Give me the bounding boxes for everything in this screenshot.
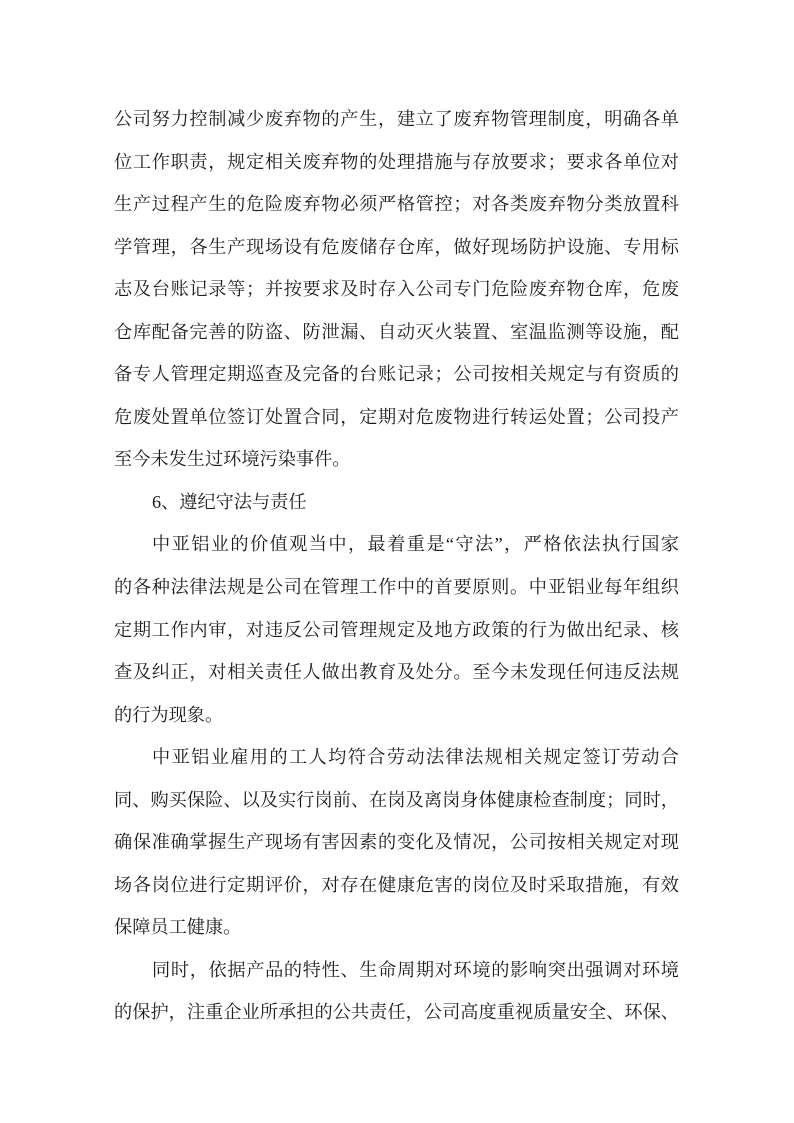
- text-line: 定期工作内审，对违反公司管理规定及地方政策的行为做出纪录、核: [114, 619, 679, 640]
- text-line: 同、购买保险、以及实行岗前、在岗及离岗身体健康检查制度；同时，: [114, 789, 679, 810]
- text-line: 的保护，注重企业所承担的公共责任，公司高度重视质量安全、环保、: [114, 1002, 679, 1023]
- paragraph-heading: [114, 481, 679, 524]
- text-line: 仓库配备完善的防盗、防泄漏、自动灭火装置、室温监测等设施，配: [114, 321, 679, 342]
- section-heading: 6、遵纪守法与责任: [152, 491, 307, 512]
- text-line: 备专人管理定期巡查及完备的台账记录；公司按相关规定与有资质的: [114, 364, 679, 385]
- text-line: 中亚铝业雇用的工人均符合劳动法律法规相关规定签订劳动合: [152, 747, 679, 768]
- text-line: 危废处置单位签订处置合同，定期对危废物进行转运处置；公司投产: [114, 406, 679, 427]
- text-line: 中亚铝业的价值观当中，最着重是“守法”，严格依法执行国家: [152, 534, 679, 555]
- text-line: 志及台账记录等；并按要求及时存入公司专门危险废弃物仓库，危废: [114, 279, 679, 300]
- text-line: 至今未发生过环境污染事件。: [114, 449, 351, 470]
- text-line: 保障员工健康。: [114, 917, 242, 938]
- text-line: 的行为现象。: [114, 704, 224, 725]
- text-line: 同时，依据产品的特性、生命周期对环境的影响突出强调对环境: [152, 959, 679, 980]
- text-content: [114, 98, 679, 1034]
- text-line: 学管理，各生产现场设有危废储存仓库，做好现场防护设施、专用标: [114, 236, 679, 257]
- paragraph-environment-responsibility: [114, 949, 679, 1034]
- text-line: 查及纠正，对相关责任人做出教育及处分。至今未发现任何违反法规: [114, 662, 679, 683]
- text-line: 公司努力控制减少废弃物的产生，建立了废弃物管理制度，明确各单: [114, 109, 679, 129]
- text-line: 场各岗位进行定期评价，对存在健康危害的岗位及时采取措施，有效: [114, 874, 679, 895]
- paragraph-labor-health: [114, 736, 679, 949]
- text-line: 生产过程产生的危险废弃物必须严格管控；对各类废弃物分类放置科: [114, 194, 679, 215]
- text-line: 位工作职责，规定相关废弃物的处理措施与存放要求；要求各单位对: [114, 151, 679, 172]
- paragraph-waste-management: [114, 98, 679, 481]
- paragraph-law-compliance: [114, 523, 679, 736]
- text-line: 确保准确掌握生产现场有害因素的变化及情况，公司按相关规定对现: [114, 832, 679, 853]
- text-line: 的各种法律法规是公司在管理工作中的首要原则。中亚铝业每年组织: [114, 577, 679, 598]
